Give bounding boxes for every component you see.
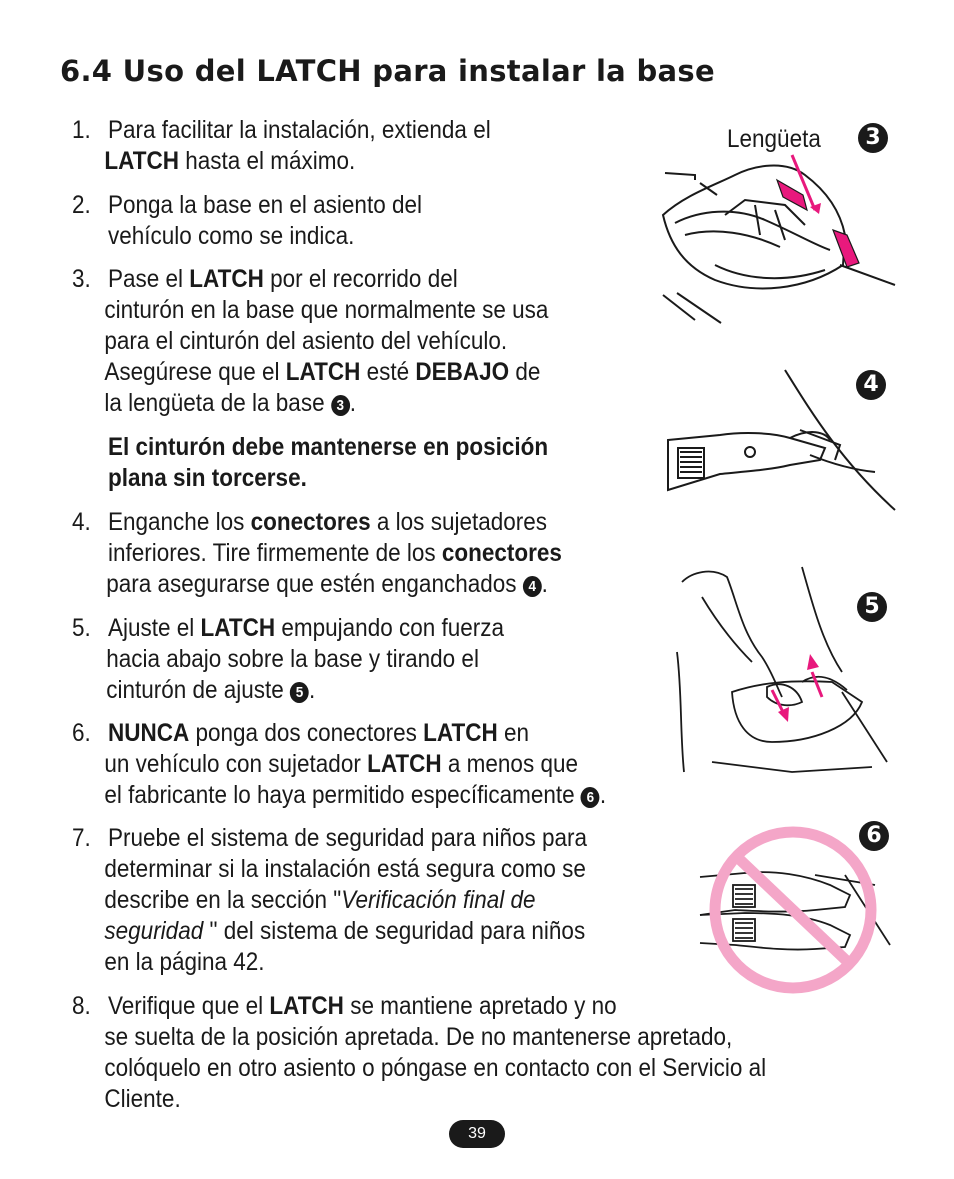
figure-ref-badge: 4 xyxy=(523,576,542,597)
latch-connector-drawing xyxy=(660,360,905,520)
step-text: cinturón de ajuste 5 . xyxy=(106,676,316,704)
step-text: para asegurarse que estén enganchados 4 . xyxy=(106,570,548,598)
step-text: Cliente. xyxy=(104,1085,181,1113)
figure-badge: 6 xyxy=(859,821,889,851)
figure-ref-badge: 5 xyxy=(290,682,309,703)
step-text: determinar si la instalación está segura como se xyxy=(104,855,586,883)
step-text: colóquelo en otro asiento o póngase en contacto con el Servicio al xyxy=(104,1054,767,1082)
step-number: 5. xyxy=(72,614,91,642)
step-text: la lengüeta de la base 3 . xyxy=(104,389,356,417)
step-number: 4. xyxy=(72,508,91,536)
step-text: Enganche los conectores a los sujetadores xyxy=(108,508,548,536)
note-text: El cinturón debe mantenerse en posición xyxy=(108,433,549,461)
step-number: 8. xyxy=(72,992,91,1020)
step-text: Ponga la base en el asiento del xyxy=(108,191,423,219)
figure-badge: 3 xyxy=(858,123,888,153)
step-text: Asegúrese que el LATCH esté DEBAJO de xyxy=(104,358,541,386)
step-text: cinturón en la base que normalmente se usa xyxy=(104,296,549,324)
page-title: 6.4 Uso del LATCH para instalar la base xyxy=(60,54,715,88)
hands-tightening-drawing xyxy=(672,562,907,777)
figure-badge: 4 xyxy=(856,370,886,400)
step-text: en la página 42. xyxy=(104,948,265,976)
car-seat-base-drawing xyxy=(655,115,905,330)
step-text: para el cinturón del asiento del vehículo. xyxy=(104,327,508,355)
step-text: Pruebe el sistema de seguridad para niños para xyxy=(108,824,588,852)
figure-4-connector-illustration xyxy=(660,360,905,520)
step-number: 7. xyxy=(72,824,91,852)
step-number: 1. xyxy=(72,116,91,144)
figure-6-prohibited-double-connector xyxy=(695,815,905,1000)
step-text: el fabricante lo haya permitido específicamente 6 . xyxy=(104,781,607,809)
step-text: se suelta de la posición apretada. De no mantenerse apretado, xyxy=(104,1023,733,1051)
step-text: NUNCA ponga dos conectores LATCH en xyxy=(108,719,530,747)
step-text: seguridad " del sistema de seguridad para niños xyxy=(104,917,586,945)
note-text: plana sin torcerse. xyxy=(108,464,307,492)
step-text: Pase el LATCH por el recorrido del xyxy=(108,265,458,293)
step-text: Verifique que el LATCH se mantiene apretado y no xyxy=(108,992,617,1020)
step-text: un vehículo con sujetador LATCH a menos que xyxy=(104,750,578,778)
step-text: LATCH hasta el máximo. xyxy=(104,147,356,175)
figure-badge: 5 xyxy=(857,592,887,622)
figure-5-tightening-illustration xyxy=(672,562,907,777)
double-connector-drawing xyxy=(695,815,905,1000)
step-text: Ajuste el LATCH empujando con fuerza xyxy=(108,614,505,642)
step-number: 2. xyxy=(72,191,91,219)
figure-3-base-illustration xyxy=(655,115,905,330)
step-text: inferiores. Tire firmemente de los conectores xyxy=(108,539,562,567)
step-text: describe en la sección "Verificación final de xyxy=(104,886,536,914)
figure-ref-badge: 6 xyxy=(581,787,600,808)
figure-ref-badge: 3 xyxy=(331,395,350,416)
step-text: vehículo como se indica. xyxy=(108,222,355,250)
step-number: 6. xyxy=(72,719,91,747)
step-text: hacia abajo sobre la base y tirando el xyxy=(106,645,479,673)
tab-label: Lengüeta xyxy=(727,125,821,153)
page-number: 39 xyxy=(449,1120,505,1148)
step-number: 3. xyxy=(72,265,91,293)
step-text: Para facilitar la instalación, extienda el xyxy=(108,116,491,144)
